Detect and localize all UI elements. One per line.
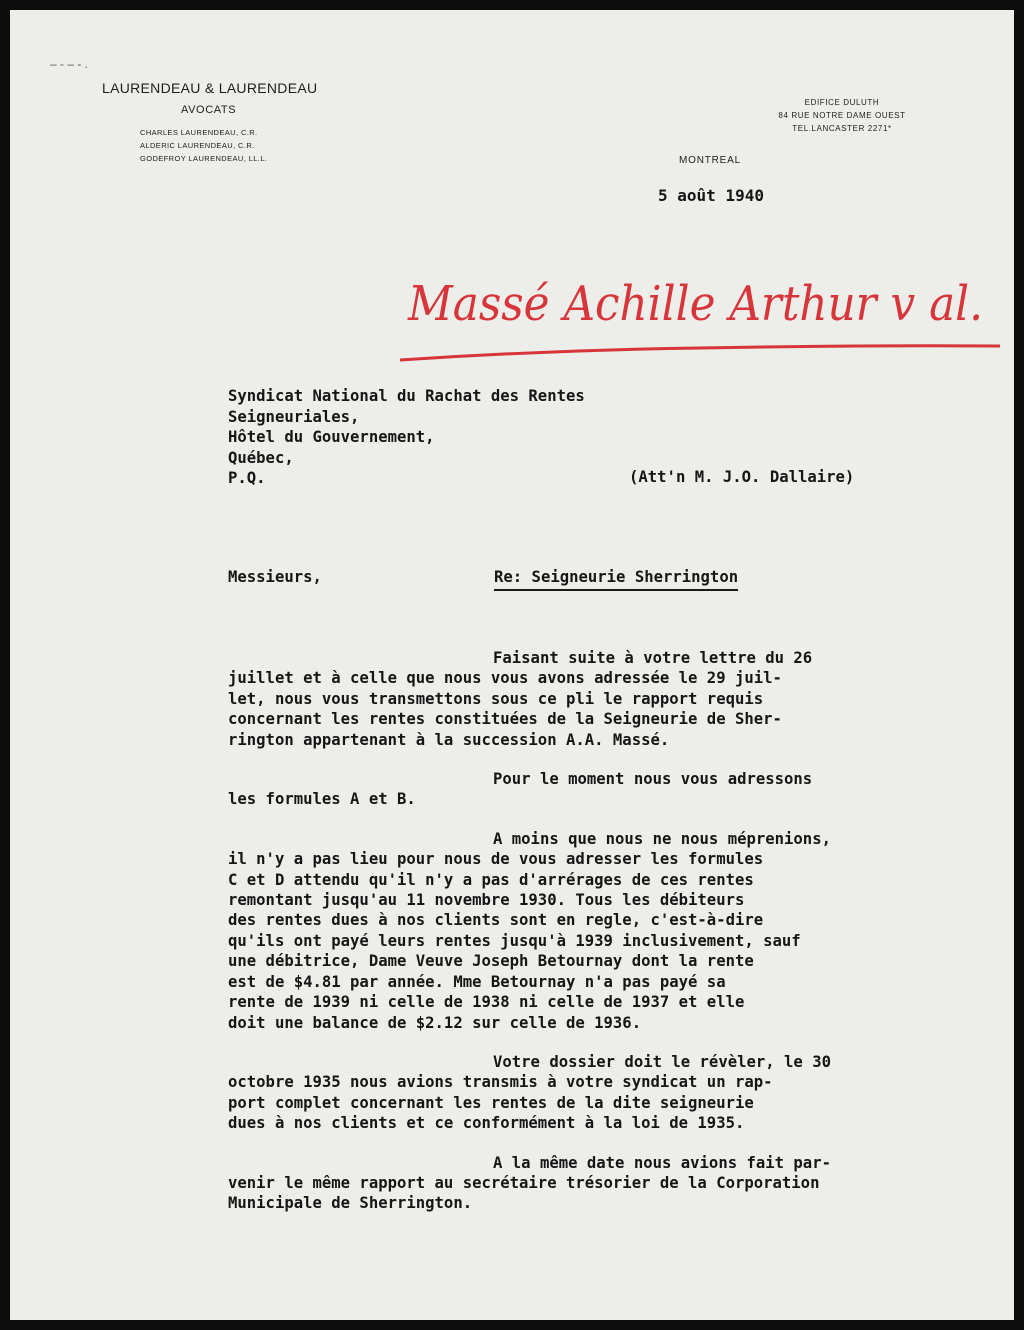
text-line: des rentes dues à nos clients sont en regle, c'est-à-dire xyxy=(228,911,764,930)
text-line: juillet et à celle que nous vous avons adressée le 29 juil- xyxy=(228,669,782,688)
text-line: venir le même rapport au secrétaire trésorier de la Corporation xyxy=(228,1173,820,1192)
annotation-underline xyxy=(400,346,1000,360)
text-line: A la même date nous avions fait par- xyxy=(493,1153,831,1172)
address-line: Hôtel du Gouvernement, xyxy=(228,428,435,446)
firm-name: LAURENDEAU & LAURENDEAU xyxy=(102,80,318,96)
text-line: Votre dossier doit le révèler, le 30 xyxy=(493,1052,831,1071)
handwritten-annotation xyxy=(400,242,1000,377)
text-line: concernant les rentes constituées de la Seigneurie de Sher- xyxy=(228,710,782,729)
building-address xyxy=(762,96,922,135)
annotation-text: Massé Achille Arthur v al. xyxy=(407,276,983,332)
text-line: les formules A et B. xyxy=(228,790,416,809)
partner-list xyxy=(140,126,267,165)
text-line: qu'ils ont payé leurs rentes jusqu'à 1939 inclusivement, sauf xyxy=(228,931,801,950)
reference-line: Re: Seigneurie Sherrington xyxy=(494,568,738,591)
edge-mark: – - – - . xyxy=(50,57,89,71)
text-line: doit une balance de $2.12 sur celle de 1936. xyxy=(228,1013,642,1032)
text-line: rington appartenant à la succession A.A. Massé. xyxy=(228,730,670,749)
salutation: Messieurs, xyxy=(228,568,322,586)
telephone: TEL.LANCASTER 2271* xyxy=(792,124,892,133)
letter-body xyxy=(228,629,831,1233)
partner-name: ALDERIC LAURENDEAU, C.R. xyxy=(140,141,255,150)
text-line: est de $4.81 par année. Mme Betournay n'a pas payé sa xyxy=(228,972,726,991)
address-line: Seigneuriales, xyxy=(228,407,360,426)
text-line: Municipale de Sherrington. xyxy=(228,1194,473,1213)
partner-name: CHARLES LAURENDEAU, C.R. xyxy=(140,128,258,137)
text-line: A moins que nous ne nous méprenions, xyxy=(493,829,831,848)
text-line: il n'y a pas lieu pour nous de vous adresser les formules xyxy=(228,850,764,869)
text-line: une débitrice, Dame Veuve Joseph Betournay dont la rente xyxy=(228,952,754,971)
address-line: P.Q. xyxy=(228,469,266,487)
text-line: rente de 1939 ni celle de 1938 ni celle de 1937 et elle xyxy=(228,993,745,1012)
text-line: Faisant suite à votre lettre du 26 xyxy=(493,649,813,667)
text-line: port complet concernant les rentes de la dite seigneurie xyxy=(228,1093,754,1112)
letter-date: 5 août 1940 xyxy=(658,186,764,205)
firm-subtitle: AVOCATS xyxy=(181,104,237,116)
city: MONTREAL xyxy=(679,155,741,166)
text-line: dues à nos clients et ce conformément à la loi de 1935. xyxy=(228,1114,745,1133)
text-line: Pour le moment nous vous adressons xyxy=(493,770,813,789)
street-address: 84 RUE NOTRE DAME OUEST xyxy=(778,111,906,120)
recipient-address xyxy=(228,386,585,489)
letter-page xyxy=(10,10,1014,1320)
text-line: let, nous vous transmettons sous ce pli le rapport requis xyxy=(228,689,764,708)
address-line: Québec, xyxy=(228,448,294,467)
attention-line: (Att'n M. J.O. Dallaire) xyxy=(629,468,855,486)
text-line: C et D attendu qu'il n'y a pas d'arrérages de ces rentes xyxy=(228,870,754,889)
building-name: EDIFICE DULUTH xyxy=(804,98,880,107)
address-line: Syndicat National du Rachat des Rentes xyxy=(228,387,585,405)
text-line: octobre 1935 nous avions transmis à votre syndicat un rap- xyxy=(228,1073,773,1092)
text-line: remontant jusqu'au 11 novembre 1930. Tous les débiteurs xyxy=(228,891,745,910)
partner-name: GODEFROY LAURENDEAU, LL.L. xyxy=(140,154,268,163)
